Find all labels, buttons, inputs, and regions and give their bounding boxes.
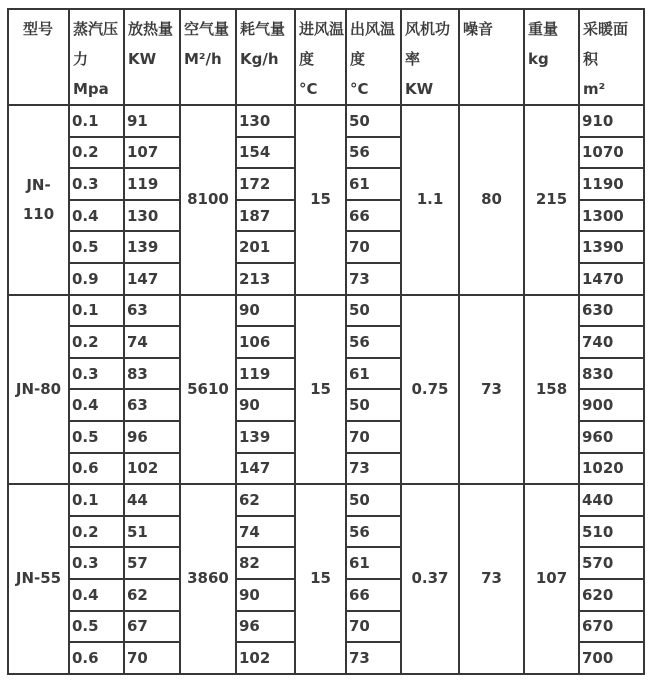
column-header-weight — [524, 9, 579, 105]
cell-heat-output: 139 — [124, 231, 180, 263]
cell-steam-pressure: 0.6 — [69, 453, 124, 485]
cell-noise: 73 — [459, 295, 524, 485]
cell-gas-consumption: 62 — [236, 484, 295, 516]
table-row-JN-55-0.1 — [8, 484, 644, 516]
table-header — [8, 9, 644, 105]
cell-heating-area: 740 — [579, 326, 644, 358]
cell-weight: 158 — [524, 295, 579, 485]
cell-steam-pressure: 0.9 — [69, 263, 124, 295]
cell-steam-pressure: 0.5 — [69, 231, 124, 263]
cell-inlet-temp: 15 — [295, 105, 346, 295]
cell-fan-power: 0.75 — [401, 295, 459, 485]
cell-outlet-temp: 70 — [346, 611, 401, 643]
cell-heat-output: 62 — [124, 579, 180, 611]
cell-heating-area: 1390 — [579, 231, 644, 263]
text-line: 放热量 — [128, 20, 174, 38]
cell-gas-consumption: 90 — [236, 579, 295, 611]
cell-steam-pressure: 0.1 — [69, 295, 124, 327]
text-line: °C — [299, 80, 318, 98]
cell-air-volume: 5610 — [180, 295, 236, 485]
cell-gas-consumption: 82 — [236, 547, 295, 579]
cell-heat-output: 102 — [124, 453, 180, 485]
cell-heating-area: 1300 — [579, 200, 644, 232]
cell-steam-pressure: 0.1 — [69, 484, 124, 516]
cell-gas-consumption: 102 — [236, 642, 295, 674]
cell-heating-area: 510 — [579, 516, 644, 548]
cell-heating-area: 670 — [579, 611, 644, 643]
text-line: 积 — [583, 50, 599, 68]
cell-heating-area: 570 — [579, 547, 644, 579]
cell-heat-output: 91 — [124, 105, 180, 137]
text-line: 空气量 — [184, 20, 230, 38]
cell-outlet-temp: 61 — [346, 358, 401, 390]
cell-outlet-temp: 73 — [346, 642, 401, 674]
cell-outlet-temp: 73 — [346, 263, 401, 295]
cell-heating-area: 830 — [579, 358, 644, 390]
cell-inlet-temp: 15 — [295, 295, 346, 485]
text-line: Kg/h — [240, 50, 279, 68]
cell-outlet-temp: 73 — [346, 453, 401, 485]
cell-heating-area: 1470 — [579, 263, 644, 295]
cell-outlet-temp: 56 — [346, 137, 401, 169]
text-line: 力 — [73, 50, 89, 68]
cell-gas-consumption: 130 — [236, 105, 295, 137]
product-spec-table — [7, 8, 645, 675]
text-line: m² — [583, 80, 606, 98]
cell-heat-output: 130 — [124, 200, 180, 232]
cell-steam-pressure: 0.2 — [69, 326, 124, 358]
text-line: 进风温 — [299, 20, 345, 38]
text-line: kg — [528, 50, 549, 68]
cell-gas-consumption: 139 — [236, 421, 295, 453]
text-line: M²/h — [184, 50, 222, 68]
cell-model — [8, 484, 69, 674]
cell-heating-area: 960 — [579, 421, 644, 453]
cell-noise: 73 — [459, 484, 524, 674]
text-line: 蒸汽压 — [73, 20, 119, 38]
cell-heating-area: 1020 — [579, 453, 644, 485]
cell-steam-pressure: 0.5 — [69, 421, 124, 453]
cell-heat-output: 63 — [124, 389, 180, 421]
cell-weight: 215 — [524, 105, 579, 295]
cell-model — [8, 295, 69, 485]
cell-model — [8, 105, 69, 295]
column-header-outlet-temp — [346, 9, 401, 105]
header-row — [8, 9, 644, 105]
cell-heating-area: 440 — [579, 484, 644, 516]
cell-heat-output: 70 — [124, 642, 180, 674]
text-line: JN- — [26, 175, 51, 194]
cell-heat-output: 63 — [124, 295, 180, 327]
cell-fan-power: 1.1 — [401, 105, 459, 295]
table-row-JN-110-0.1 — [8, 105, 644, 137]
cell-gas-consumption: 106 — [236, 326, 295, 358]
text-line: 出风温 — [350, 20, 396, 38]
column-header-inlet-temp — [295, 9, 346, 105]
text-line: KW — [405, 80, 434, 98]
cell-heating-area: 900 — [579, 389, 644, 421]
text-line: 重量 — [528, 20, 559, 38]
text-line: 采暖面 — [583, 20, 629, 38]
cell-gas-consumption: 154 — [236, 137, 295, 169]
column-header-steam-pressure — [69, 9, 124, 105]
text-line: 风机功 — [405, 20, 451, 38]
table-row-JN-80-0.1 — [8, 295, 644, 327]
cell-steam-pressure: 0.6 — [69, 642, 124, 674]
cell-noise: 80 — [459, 105, 524, 295]
text-line: Mpa — [73, 80, 109, 98]
cell-heating-area: 1190 — [579, 168, 644, 200]
cell-steam-pressure: 0.4 — [69, 389, 124, 421]
text-line: 噪音 — [463, 20, 494, 38]
table-body — [8, 105, 644, 674]
cell-gas-consumption: 187 — [236, 200, 295, 232]
column-header-air-volume — [180, 9, 236, 105]
cell-heat-output: 57 — [124, 547, 180, 579]
column-header-model — [8, 9, 69, 105]
cell-gas-consumption: 213 — [236, 263, 295, 295]
cell-inlet-temp: 15 — [295, 484, 346, 674]
cell-gas-consumption: 119 — [236, 358, 295, 390]
cell-steam-pressure: 0.2 — [69, 516, 124, 548]
cell-heat-output: 119 — [124, 168, 180, 200]
cell-gas-consumption: 201 — [236, 231, 295, 263]
cell-gas-consumption: 90 — [236, 295, 295, 327]
cell-heating-area: 1070 — [579, 137, 644, 169]
cell-outlet-temp: 56 — [346, 326, 401, 358]
cell-heat-output: 147 — [124, 263, 180, 295]
cell-heating-area: 910 — [579, 105, 644, 137]
cell-outlet-temp: 56 — [346, 516, 401, 548]
column-header-fan-power — [401, 9, 459, 105]
cell-gas-consumption: 90 — [236, 389, 295, 421]
cell-heating-area: 630 — [579, 295, 644, 327]
cell-heat-output: 96 — [124, 421, 180, 453]
text-line: 率 — [405, 50, 421, 68]
column-header-noise — [459, 9, 524, 105]
cell-outlet-temp: 61 — [346, 547, 401, 579]
text-line: 型号 — [22, 20, 53, 38]
text-line: JN-80 — [15, 379, 62, 398]
cell-steam-pressure: 0.2 — [69, 137, 124, 169]
cell-heating-area: 700 — [579, 642, 644, 674]
cell-steam-pressure: 0.1 — [69, 105, 124, 137]
cell-heat-output: 44 — [124, 484, 180, 516]
cell-heat-output: 67 — [124, 611, 180, 643]
cell-gas-consumption: 96 — [236, 611, 295, 643]
text-line: KW — [128, 50, 157, 68]
cell-steam-pressure: 0.4 — [69, 579, 124, 611]
cell-gas-consumption: 74 — [236, 516, 295, 548]
cell-steam-pressure: 0.4 — [69, 200, 124, 232]
text-line: 度 — [299, 50, 315, 68]
cell-steam-pressure: 0.3 — [69, 358, 124, 390]
cell-gas-consumption: 172 — [236, 168, 295, 200]
cell-weight: 107 — [524, 484, 579, 674]
text-line: 度 — [350, 50, 366, 68]
cell-heating-area: 620 — [579, 579, 644, 611]
cell-fan-power: 0.37 — [401, 484, 459, 674]
cell-outlet-temp: 61 — [346, 168, 401, 200]
cell-air-volume: 8100 — [180, 105, 236, 295]
column-header-heat-output — [124, 9, 180, 105]
cell-outlet-temp: 66 — [346, 200, 401, 232]
cell-heat-output: 74 — [124, 326, 180, 358]
cell-steam-pressure: 0.3 — [69, 547, 124, 579]
cell-outlet-temp: 70 — [346, 231, 401, 263]
text-line: 耗气量 — [240, 20, 286, 38]
cell-outlet-temp: 50 — [346, 484, 401, 516]
text-line: JN-55 — [15, 569, 62, 588]
cell-steam-pressure: 0.3 — [69, 168, 124, 200]
cell-heat-output: 83 — [124, 358, 180, 390]
text-line: 110 — [22, 204, 55, 223]
cell-outlet-temp: 70 — [346, 421, 401, 453]
column-header-gas-consumption — [236, 9, 295, 105]
cell-outlet-temp: 66 — [346, 579, 401, 611]
column-header-heating-area — [579, 9, 644, 105]
cell-steam-pressure: 0.5 — [69, 611, 124, 643]
cell-outlet-temp: 50 — [346, 105, 401, 137]
cell-air-volume: 3860 — [180, 484, 236, 674]
cell-heat-output: 51 — [124, 516, 180, 548]
cell-outlet-temp: 50 — [346, 389, 401, 421]
cell-outlet-temp: 50 — [346, 295, 401, 327]
text-line: °C — [350, 80, 369, 98]
cell-gas-consumption: 147 — [236, 453, 295, 485]
cell-heat-output: 107 — [124, 137, 180, 169]
